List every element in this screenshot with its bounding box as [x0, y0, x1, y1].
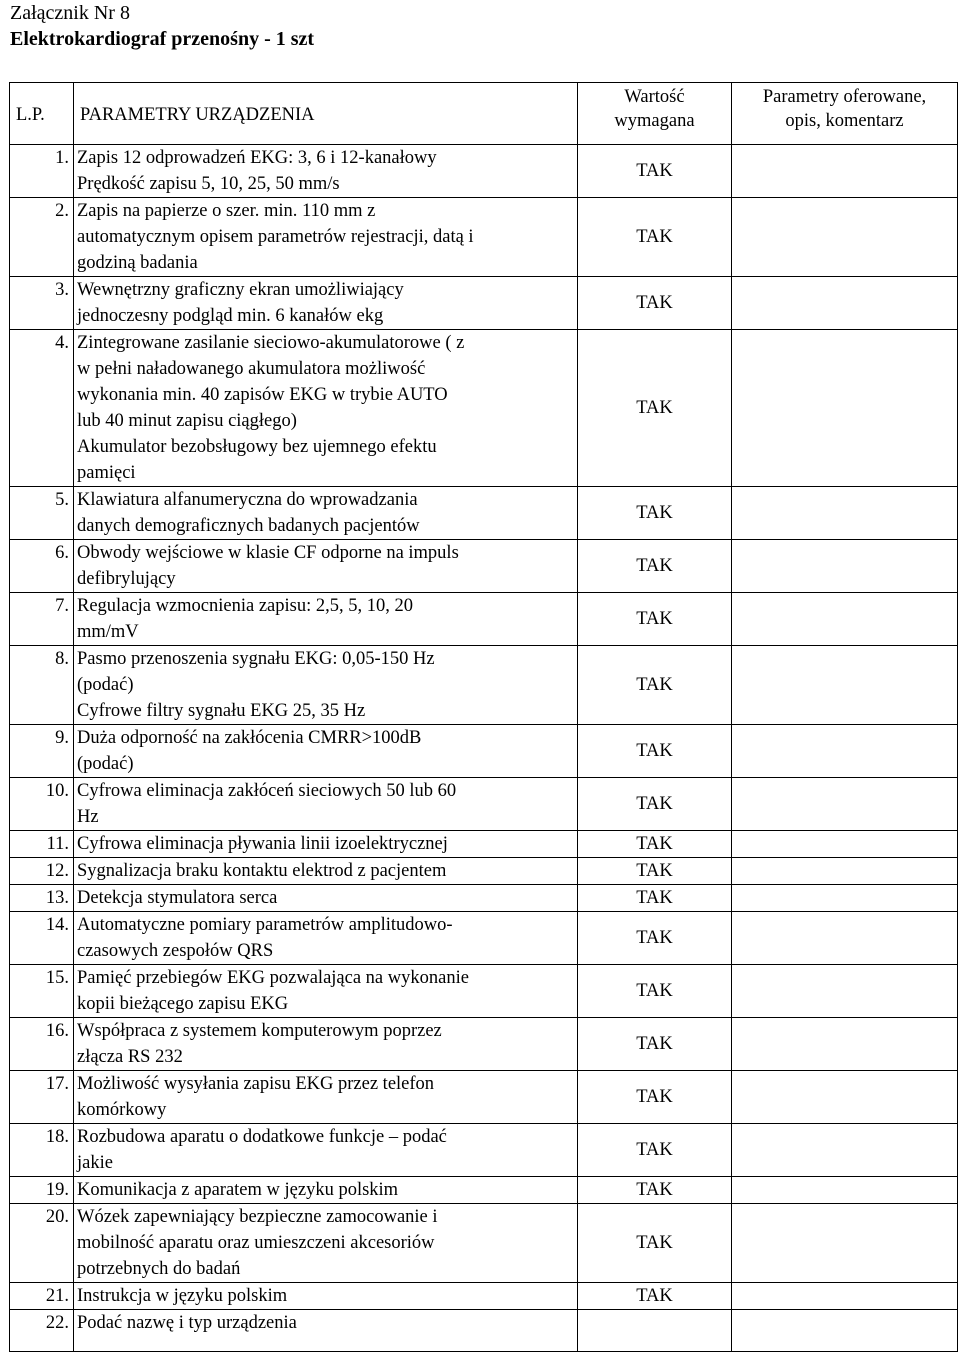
- required-value: TAK: [578, 1204, 732, 1283]
- table-row: [10, 646, 958, 725]
- table-row: [10, 145, 958, 198]
- parameter-line: Zapis 12 odprowadzeń EKG: 3, 6 i 12-kanałowy: [77, 148, 437, 168]
- offered-parameters-cell[interactable]: [732, 831, 958, 858]
- column-header-required-line2: wymagana: [614, 111, 695, 131]
- parameter-description: [74, 778, 578, 831]
- table-row: [10, 1204, 958, 1283]
- parameter-description: [74, 1124, 578, 1177]
- required-value: TAK: [578, 198, 732, 277]
- parameter-description: [74, 1204, 578, 1283]
- table-row: [10, 912, 958, 965]
- table-row: [10, 593, 958, 646]
- parameter-description: [74, 858, 578, 885]
- offered-parameters-cell[interactable]: [732, 330, 958, 487]
- row-number: 16.: [10, 1018, 74, 1071]
- column-header-required-line1: Wartość: [624, 87, 685, 107]
- parameter-description: [74, 277, 578, 330]
- row-number: 12.: [10, 858, 74, 885]
- row-number: 4.: [10, 330, 74, 487]
- required-value: TAK: [578, 885, 732, 912]
- parameter-description: [74, 912, 578, 965]
- offered-parameters-cell[interactable]: [732, 965, 958, 1018]
- offered-parameters-cell[interactable]: [732, 593, 958, 646]
- parameter-line: Możliwość wysyłania zapisu EKG przez telefon: [77, 1074, 435, 1094]
- offered-parameters-cell[interactable]: [732, 725, 958, 778]
- row-number: 15.: [10, 965, 74, 1018]
- table-row: [10, 198, 958, 277]
- row-number: 2.: [10, 198, 74, 277]
- parameter-line: pamięci: [77, 463, 136, 483]
- table-row: [10, 540, 958, 593]
- parameter-line: Automatyczne pomiary parametrów amplitudowo-: [77, 915, 453, 935]
- parameter-description: [74, 831, 578, 858]
- row-number: 13.: [10, 885, 74, 912]
- required-value: TAK: [578, 330, 732, 487]
- column-header-required: [578, 83, 732, 145]
- offered-parameters-cell[interactable]: [732, 858, 958, 885]
- table-row: [10, 277, 958, 330]
- table-row: [10, 778, 958, 831]
- row-number: 7.: [10, 593, 74, 646]
- parameter-description: [74, 965, 578, 1018]
- table-header-row: [10, 83, 958, 145]
- parameter-line: Detekcja stymulatora serca: [77, 888, 278, 908]
- parameter-line: godziną badania: [77, 253, 198, 273]
- parameter-line: czasowych zespołów QRS: [77, 941, 274, 961]
- parameter-description: [74, 593, 578, 646]
- row-number: 1.: [10, 145, 74, 198]
- required-value: TAK: [578, 858, 732, 885]
- required-value: TAK: [578, 646, 732, 725]
- parameter-description: [74, 1177, 578, 1204]
- parameter-line: Obwody wejściowe w klasie CF odporne na impuls: [77, 543, 459, 563]
- row-number: 9.: [10, 725, 74, 778]
- table-row: [10, 965, 958, 1018]
- parameter-line: automatycznym opisem parametrów rejestracji, datą i: [77, 227, 474, 247]
- column-header-offered: [732, 83, 958, 145]
- parameter-description: [74, 1071, 578, 1124]
- parameter-line: jednoczesny podgląd min. 6 kanałów ekg: [77, 306, 384, 326]
- offered-parameters-cell[interactable]: [732, 912, 958, 965]
- parameter-description: [74, 145, 578, 198]
- column-header-lp: L.P.: [10, 83, 74, 145]
- required-value: [578, 1310, 732, 1352]
- required-value: TAK: [578, 145, 732, 198]
- required-value: TAK: [578, 965, 732, 1018]
- parameter-line: mm/mV: [77, 622, 139, 642]
- parameter-line: Zapis na papierze o szer. min. 110 mm z: [77, 201, 376, 221]
- required-value: TAK: [578, 725, 732, 778]
- row-number: 22.: [10, 1310, 74, 1352]
- offered-parameters-cell[interactable]: [732, 1018, 958, 1071]
- column-header-parameters: PARAMETRY URZĄDZENIA: [74, 83, 578, 145]
- required-value: TAK: [578, 831, 732, 858]
- parameter-line: Instrukcja w języku polskim: [77, 1286, 288, 1306]
- table-row: [10, 858, 958, 885]
- parameter-line: złącza RS 232: [77, 1047, 183, 1067]
- parameter-description: [74, 646, 578, 725]
- offered-parameters-cell[interactable]: [732, 1283, 958, 1310]
- required-value: TAK: [578, 593, 732, 646]
- parameters-table: [9, 82, 958, 1352]
- required-value: TAK: [578, 1018, 732, 1071]
- parameter-line: Klawiatura alfanumeryczna do wprowadzania: [77, 490, 418, 510]
- parameter-line: Rozbudowa aparatu o dodatkowe funkcje – podać: [77, 1127, 447, 1147]
- offered-parameters-cell[interactable]: [732, 1177, 958, 1204]
- parameter-line: Sygnalizacja braku kontaktu elektrod z pacjentem: [77, 861, 447, 881]
- row-number: 18.: [10, 1124, 74, 1177]
- parameter-line: Cyfrowa eliminacja zakłóceń sieciowych 50 lub 60: [77, 781, 457, 801]
- required-value: TAK: [578, 778, 732, 831]
- table-row: [10, 1283, 958, 1310]
- offered-parameters-cell[interactable]: [732, 885, 958, 912]
- parameter-description: [74, 1283, 578, 1310]
- parameter-description: [74, 330, 578, 487]
- required-value: TAK: [578, 277, 732, 330]
- parameter-line: (podać): [77, 754, 134, 774]
- parameter-line: mobilność aparatu oraz umieszczeni akcesoriów: [77, 1233, 435, 1253]
- parameter-description: [74, 198, 578, 277]
- table-row: [10, 725, 958, 778]
- row-number: 14.: [10, 912, 74, 965]
- table-row: [10, 1310, 958, 1352]
- offered-parameters-cell[interactable]: [732, 1204, 958, 1283]
- parameter-line: defibrylujący: [77, 569, 176, 589]
- required-value: TAK: [578, 540, 732, 593]
- parameter-line: potrzebnych do badań: [77, 1259, 241, 1279]
- row-number: 17.: [10, 1071, 74, 1124]
- parameter-description: [74, 1018, 578, 1071]
- parameter-description: [74, 487, 578, 540]
- parameter-line: danych demograficznych badanych pacjentów: [77, 516, 420, 536]
- offered-parameters-cell[interactable]: [732, 646, 958, 725]
- column-header-offered-line2: opis, komentarz: [785, 111, 904, 131]
- table-row: [10, 330, 958, 487]
- required-value: TAK: [578, 487, 732, 540]
- parameter-line: Pasmo przenoszenia sygnału EKG: 0,05-150 Hz: [77, 649, 435, 669]
- parameter-line: Duża odporność na zakłócenia CMRR>100dB: [77, 728, 422, 748]
- table-body: [10, 145, 958, 1352]
- table-row: [10, 885, 958, 912]
- parameter-line: Cyfrowa eliminacja pływania linii izoelektrycznej: [77, 834, 448, 854]
- parameter-line: Regulacja wzmocnienia zapisu: 2,5, 5, 10, 20: [77, 596, 413, 616]
- offered-parameters-cell[interactable]: [732, 487, 958, 540]
- parameter-line: Pamięć przebiegów EKG pozwalająca na wykonanie: [77, 968, 469, 988]
- parameter-line: Komunikacja z aparatem w języku polskim: [77, 1180, 399, 1200]
- offered-parameters-cell[interactable]: [732, 1071, 958, 1124]
- parameter-description: [74, 725, 578, 778]
- table-row: [10, 487, 958, 540]
- table-row: [10, 831, 958, 858]
- row-number: 11.: [10, 831, 74, 858]
- parameter-line: Cyfrowe filtry sygnału EKG 25, 35 Hz: [77, 701, 366, 721]
- offered-parameters-cell[interactable]: [732, 198, 958, 277]
- parameter-line: Akumulator bezobsługowy bez ujemnego efektu: [77, 437, 437, 457]
- required-value: TAK: [578, 1177, 732, 1204]
- table-row: [10, 1071, 958, 1124]
- parameter-line: w pełni naładowanego akumulatora możliwość: [77, 359, 426, 379]
- row-number: 5.: [10, 487, 74, 540]
- parameter-line: wykonania min. 40 zapisów EKG w trybie AUTO: [77, 385, 448, 405]
- offered-parameters-cell[interactable]: [732, 277, 958, 330]
- row-number: 6.: [10, 540, 74, 593]
- parameter-line: Podać nazwę i typ urządzenia: [77, 1313, 297, 1333]
- required-value: TAK: [578, 912, 732, 965]
- required-value: TAK: [578, 1071, 732, 1124]
- parameter-line: Wózek zapewniający bezpieczne zamocowanie i: [77, 1207, 438, 1227]
- required-value: TAK: [578, 1283, 732, 1310]
- parameter-description: [74, 1310, 578, 1352]
- row-number: 21.: [10, 1283, 74, 1310]
- parameter-description: [74, 885, 578, 912]
- parameter-line: (podać): [77, 675, 134, 695]
- column-header-offered-line1: Parametry oferowane,: [762, 87, 927, 107]
- offered-parameters-cell[interactable]: [732, 1310, 958, 1352]
- parameter-line: kopii bieżącego zapisu EKG: [77, 994, 289, 1014]
- document-title: Elektrokardiograf przenośny - 1 szt: [10, 28, 315, 50]
- parameter-line: Zintegrowane zasilanie sieciowo-akumulatorowe ( z: [77, 333, 465, 353]
- row-number: 10.: [10, 778, 74, 831]
- offered-parameters-cell[interactable]: [732, 1124, 958, 1177]
- row-number: 8.: [10, 646, 74, 725]
- offered-parameters-cell[interactable]: [732, 145, 958, 198]
- row-number: 3.: [10, 277, 74, 330]
- required-value: TAK: [578, 1124, 732, 1177]
- parameter-line: lub 40 minut zapisu ciągłego): [77, 411, 297, 431]
- parameter-line: Hz: [77, 807, 99, 827]
- table-row: [10, 1177, 958, 1204]
- annex-number: Załącznik Nr 8: [10, 2, 130, 24]
- parameter-line: Wewnętrzny graficzny ekran umożliwiający: [77, 280, 404, 300]
- row-number: 20.: [10, 1204, 74, 1283]
- parameter-description: [74, 540, 578, 593]
- parameter-line: komórkowy: [77, 1100, 167, 1120]
- offered-parameters-cell[interactable]: [732, 540, 958, 593]
- table-row: [10, 1018, 958, 1071]
- parameter-line: Prędkość zapisu 5, 10, 25, 50 mm/s: [77, 174, 340, 194]
- parameter-line: jakie: [77, 1153, 113, 1173]
- offered-parameters-cell[interactable]: [732, 778, 958, 831]
- row-number: 19.: [10, 1177, 74, 1204]
- parameter-line: Współpraca z systemem komputerowym poprzez: [77, 1021, 442, 1041]
- table-row: [10, 1124, 958, 1177]
